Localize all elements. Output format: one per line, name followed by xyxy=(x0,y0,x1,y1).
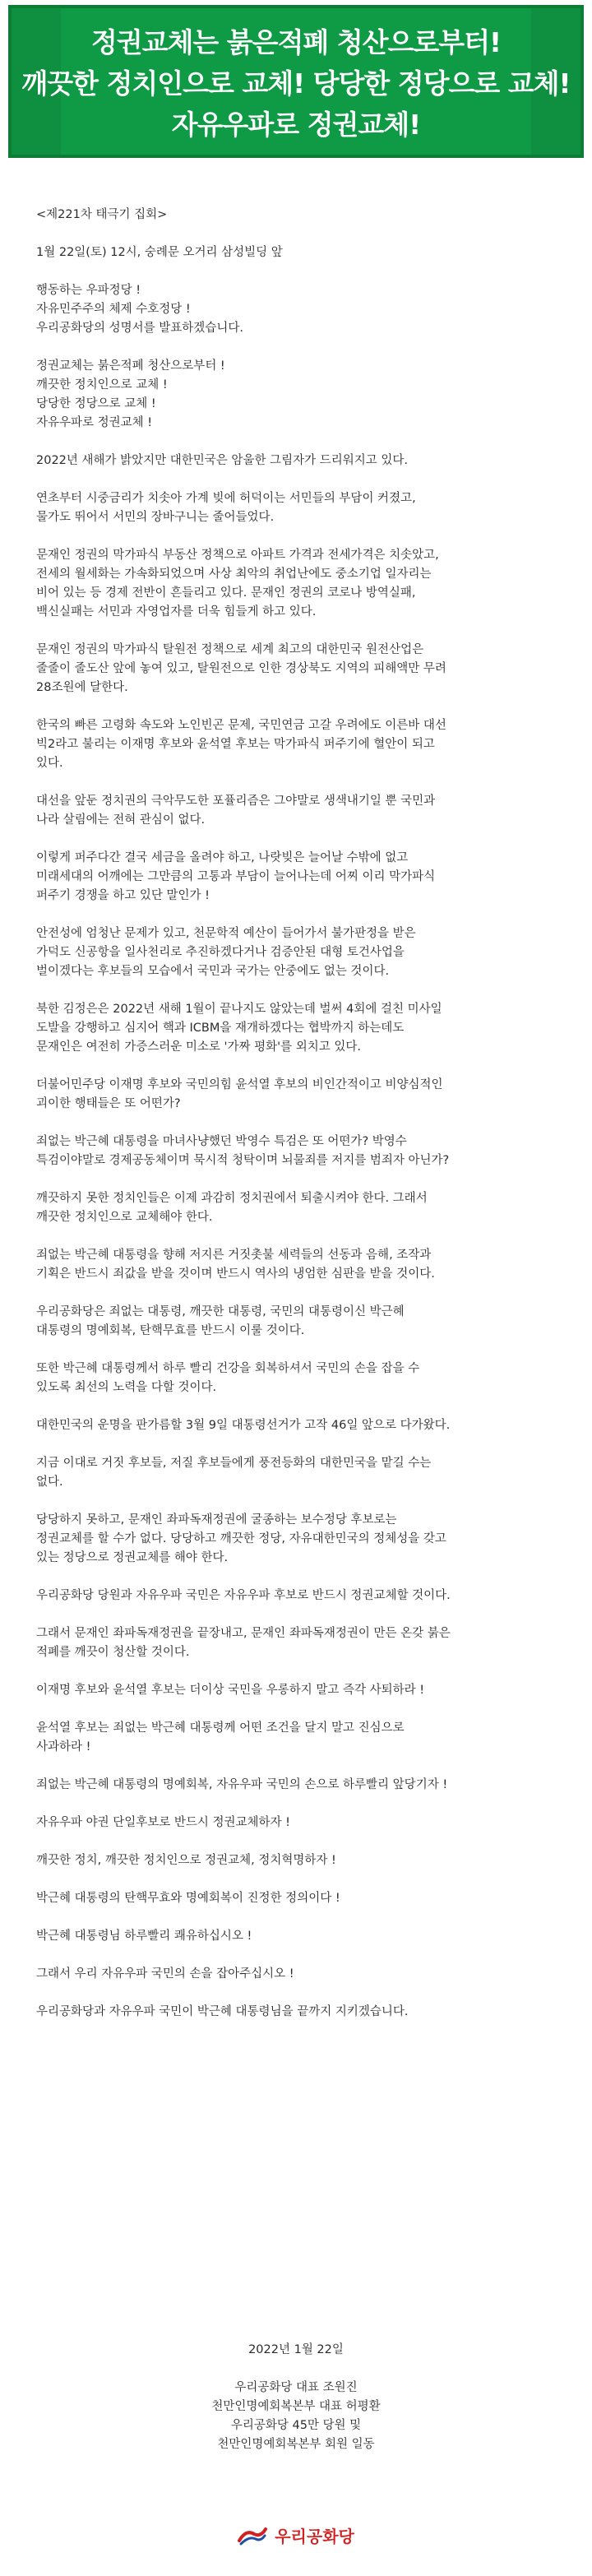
statement-paragraph xyxy=(36,452,559,470)
statement-line: 문재인 정권의 막가파식 부동산 정책으로 아파트 가격과 전세가격은 치솟았고, xyxy=(36,549,439,562)
statement-line: 문재인 정권의 막가파식 탈원전 정책으로 세계 최고의 대한민국 원전산업은 xyxy=(36,643,424,656)
statement-line: 대선을 앞둔 정치권의 극악무도한 포퓰리즘은 그야말로 생색내기일 뿐 국민과 xyxy=(36,795,436,808)
statement-paragraph xyxy=(36,924,559,981)
statement-paragraph xyxy=(36,1889,559,1908)
banner-headline-2: 깨끗한 정치인으로 교체! 당당한 정당으로 교체! xyxy=(21,67,571,100)
statement-line: 도발을 강행하고 심지어 핵과 ICBM을 재개하겠다는 협박까지 하는데도 xyxy=(36,1022,405,1035)
signoff-block xyxy=(0,2341,592,2454)
statement-line: 2022년 새해가 밝았지만 대한민국은 암울한 그림자가 드리워지고 있다. xyxy=(36,454,408,467)
statement-line: 그래서 우리 자유우파 국민의 손을 잡아주십시오 ! xyxy=(36,1967,294,1981)
statement-line: 정권교체는 붉은적폐 청산으로부터 ! xyxy=(36,359,225,373)
statement-line: 이재명 후보와 윤석열 후보는 더이상 국민을 우롱하지 말고 즉각 사퇴하라 ! xyxy=(36,1684,425,1697)
statement-line: 적폐를 깨끗이 청산할 것이다. xyxy=(36,1646,190,1659)
statement-paragraph xyxy=(36,1681,559,1700)
statement-paragraph xyxy=(36,206,559,225)
statement-paragraph xyxy=(36,1303,559,1341)
banner-headline-3: 자유우파로 정권교체! xyxy=(171,109,421,141)
statement-paragraph xyxy=(36,1624,559,1662)
statement-paragraph xyxy=(36,1189,559,1227)
statement-paragraph xyxy=(36,1416,559,1435)
statement-line: 백신실패는 서민과 자영업자를 더욱 힘들게 하고 있다. xyxy=(36,605,317,619)
statement-line: 당당하지 못하고, 문재인 좌파독재정권에 굴종하는 보수정당 후보로는 xyxy=(36,1513,397,1527)
statement-paragraph xyxy=(36,1851,559,1870)
statement-line: 깨끗하지 못한 정치인들은 이제 과감히 정치권에서 퇴출시켜야 한다. 그래서 xyxy=(36,1192,428,1205)
statement-paragraph xyxy=(36,792,559,830)
statement-line: 있도록 최선의 노력을 다할 것이다. xyxy=(36,1381,217,1394)
statement-paragraph xyxy=(36,546,559,622)
statement-paragraph xyxy=(36,1076,559,1114)
statement-line: 자유민주주의 체제 수호정당 ! xyxy=(36,303,191,316)
header-banner xyxy=(0,0,592,161)
statement-line: 전세의 월세화는 가속화되었으며 사상 최악의 취업난에도 중소기업 일자리는 xyxy=(36,568,432,581)
signer-line: 천만인명예회복본부 회원 일동 xyxy=(217,2438,375,2451)
statement-line: 깨끗한 정치인으로 교체해야 한다. xyxy=(36,1211,213,1224)
statement-line: 정권교체를 할 수가 없다. 당당하고 깨끗한 정당, 자유대한민국의 정체성을 갖고 xyxy=(36,1532,446,1545)
statement-line: 나라 살림에는 전혀 관심이 없다. xyxy=(36,813,206,827)
signer-line: 천만인명예회복본부 대표 허평환 xyxy=(211,2400,381,2413)
statement-paragraph xyxy=(36,1511,559,1568)
statement-line: 또한 박근혜 대통령께서 하루 빨리 건강을 회복하셔서 국민의 손을 잡을 수 xyxy=(36,1362,420,1375)
statement-line: 대통령의 명예회복, 탄핵무효를 반드시 이룰 것이다. xyxy=(36,1324,305,1337)
statement-line: 죄없는 박근혜 대통령을 마녀사냥했던 박영수 특검은 또 어떤가? 박영수 xyxy=(36,1135,407,1148)
statement-line: 우리공화당의 성명서를 발표하겠습니다. xyxy=(36,322,243,335)
statement-line: 박근혜 대통령님 하루빨리 쾌유하십시오 ! xyxy=(36,1930,252,1943)
party-logo-text: 우리공화당 xyxy=(275,2527,354,2546)
statement-line: 없다. xyxy=(36,1476,63,1489)
statement-line: 더불어민주당 이재명 후보와 국민의힘 윤석열 후보의 비인간적이고 비양심적인 xyxy=(36,1078,443,1091)
statement-paragraph xyxy=(36,1246,559,1284)
statement-line: 북한 김정은은 2022년 새해 1월이 끝나지도 않았는데 벌써 4회에 걸친 미사일 xyxy=(36,1003,442,1016)
statement-line: 한국의 빠른 고령화 속도와 노인빈곤 문제, 국민연금 고갈 우려에도 이른바 대선 xyxy=(36,719,446,732)
statement-line: 우리공화당은 죄없는 대통령, 깨끗한 대통령, 국민의 대통령이신 박근혜 xyxy=(36,1305,405,1318)
statement-paragraph xyxy=(36,1000,559,1057)
statement-paragraph xyxy=(36,1719,559,1757)
statement-line: 빅2라고 불리는 이재명 후보와 윤석열 후보는 막가파식 퍼주기에 혈안이 되고 xyxy=(36,738,435,751)
statement-line: 행동하는 우파정당 ! xyxy=(36,284,141,297)
statement-paragraph xyxy=(36,489,559,527)
statement-line: 사과하라 ! xyxy=(36,1740,91,1754)
party-logo xyxy=(0,2523,592,2547)
statement-line: 자유우파로 정권교체 ! xyxy=(36,416,153,429)
statement-paragraph xyxy=(36,2003,559,2022)
statement-line: 1월 22일(토) 12시, 숭례문 오거리 삼성빌딩 앞 xyxy=(36,246,283,259)
party-logo-mark-icon xyxy=(238,2526,267,2546)
signer-line: 우리공화당 45만 당원 및 xyxy=(230,2419,362,2432)
statement-line: 벌이겠다는 후보들의 모습에서 국민과 국가는 안중에도 없는 것이다. xyxy=(36,965,390,978)
statement-paragraph xyxy=(36,1133,559,1170)
banner-headline-1: 정권교체는 붉은적폐 청산으로부터! xyxy=(90,26,502,58)
statement-line: 박근혜 대통령의 탄핵무효와 명예회복이 진정한 정의이다 ! xyxy=(36,1892,340,1905)
statement-paragraph xyxy=(36,1454,559,1492)
statement-line: 죄없는 박근혜 대통령을 향해 저지른 거짓촛불 세력들의 선동과 음해, 조작과 xyxy=(36,1249,432,1262)
statement-line: 물가도 뛰어서 서민의 장바구니는 줄어들었다. xyxy=(36,511,275,524)
statement-line: 이렇게 퍼주다간 결국 세금을 올려야 하고, 나랏빚은 늘어날 수밖에 없고 xyxy=(36,851,409,864)
statement-line: 죄없는 박근혜 대통령의 명예회복, 자유우파 국민의 손으로 하루빨리 앞당기자 ! xyxy=(36,1778,448,1791)
statement-paragraph xyxy=(36,716,559,773)
statement-paragraph xyxy=(36,1927,559,1946)
statement-line: 있다. xyxy=(36,757,63,770)
statement-date: 2022년 1월 22일 xyxy=(248,2343,344,2356)
statement-line: 지금 이대로 거짓 후보들, 저질 후보들에게 풍전등화의 대한민국을 맡길 수는 xyxy=(36,1457,432,1470)
statement-line: 기획은 반드시 죄값을 받을 것이며 반드시 역사의 냉엄한 심판을 받을 것이다. xyxy=(36,1267,435,1281)
statement-line: 있는 정당으로 정권교체를 해야 한다. xyxy=(36,1551,229,1564)
statement-paragraph xyxy=(36,641,559,697)
statement-line: 우리공화당 당원과 자유우파 국민은 자유우파 후보로 반드시 정권교체할 것이다. xyxy=(36,1589,451,1602)
statement-paragraph xyxy=(36,1814,559,1832)
statement-line: 가덕도 신공항을 일사천리로 추진하겠다거나 검증안된 대형 토건사업을 xyxy=(36,946,405,959)
statement-line: 자유우파 야권 단일후보로 반드시 정권교체하자 ! xyxy=(36,1816,290,1829)
statement-line: 안전성에 엄청난 문제가 있고, 천문학적 예산이 들어가서 불가판정을 받은 xyxy=(36,927,416,940)
statement-line: 깨끗한 정치인으로 교체 ! xyxy=(36,378,168,391)
statement-body xyxy=(36,206,559,2041)
statement-line: 문재인은 여전히 가증스러운 미소로 '가짜 평화'를 외치고 있다. xyxy=(36,1040,362,1054)
signer-line: 우리공화당 대표 조원진 xyxy=(234,2381,358,2394)
statement-line: 연초부터 시중금리가 치솟아 가계 빚에 허덕이는 서민들의 부담이 커졌고, xyxy=(36,492,416,505)
statement-paragraph xyxy=(36,1776,559,1795)
statement-line: 28조원에 달한다. xyxy=(36,681,128,694)
statement-line: 미래세대의 어깨에는 그만큼의 고통과 부담이 늘어나는데 어찌 이리 막가파식 xyxy=(36,870,436,883)
banner-panel xyxy=(8,5,584,158)
statement-line: 그래서 문재인 좌파독재정권을 끝장내고, 문재인 좌파독재정권이 만든 온갖 붉은 xyxy=(36,1627,451,1640)
statement-paragraph xyxy=(36,281,559,338)
statement-line: 줄줄이 줄도산 앞에 놓여 있고, 탈원전으로 인한 경상북도 지역의 피해액만 무려 xyxy=(36,662,446,675)
statement-line: 윤석열 후보는 죄없는 박근혜 대통령께 어떤 조건을 달지 말고 진심으로 xyxy=(36,1721,405,1735)
statement-line: 비어 있는 등 경제 전반이 흔들리고 있다. 문재인 정권의 코로나 방역실패, xyxy=(36,586,416,600)
statement-line: 괴이한 행태들은 또 어떤가? xyxy=(36,1097,181,1110)
statement-line: 특검이야말로 경제공동체이며 묵시적 청탁이며 뇌물죄를 저지를 범죄자 아닌가? xyxy=(36,1154,450,1167)
statement-line: 대한민국의 운명을 판가름할 3월 9일 대통령선거가 고작 46일 앞으로 다가왔다. xyxy=(36,1419,451,1432)
statement-paragraph xyxy=(36,1965,559,1984)
statement-line: <제221차 태극기 집회> xyxy=(36,208,168,221)
statement-paragraph xyxy=(36,1360,559,1397)
statement-paragraph xyxy=(36,243,559,262)
statement-paragraph xyxy=(36,1587,559,1605)
statement-line: 당당한 정당으로 교체 ! xyxy=(36,397,156,410)
statement-line: 깨끗한 정치, 깨끗한 정치인으로 정권교체, 정치혁명하자 ! xyxy=(36,1854,336,1867)
statement-line: 우리공화당과 자유우파 국민이 박근혜 대통령님을 끝까지 지키겠습니다. xyxy=(36,2005,409,2018)
statement-paragraph xyxy=(36,849,559,906)
statement-paragraph xyxy=(36,357,559,433)
statement-line: 퍼주기 경쟁을 하고 있단 말인가 ! xyxy=(36,889,210,902)
